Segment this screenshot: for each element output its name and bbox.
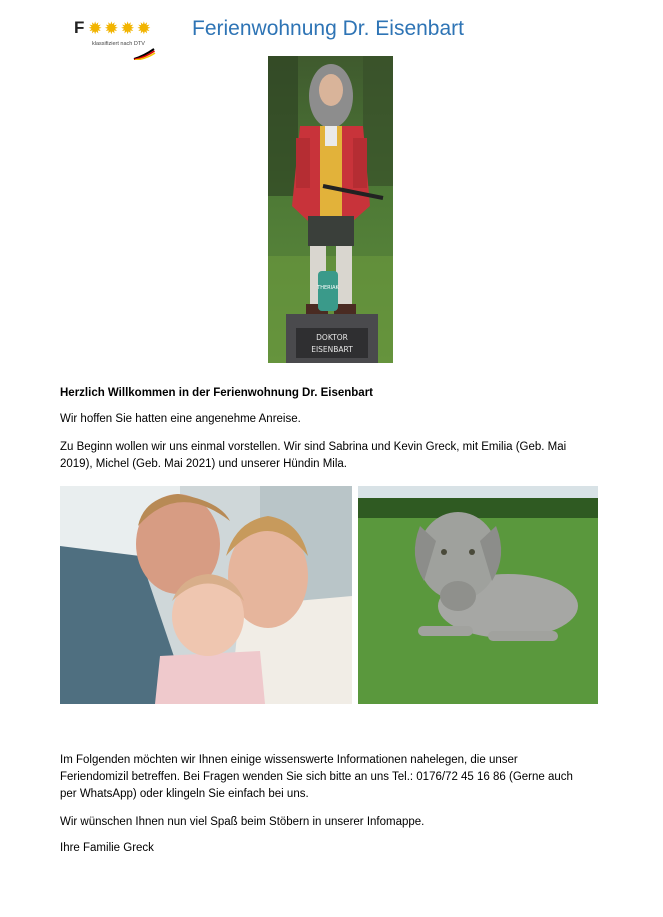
paragraph-intro-line1: Zu Beginn wollen wir uns einmal vorstellen. Wir sind Sabrina und Kevin Greck, mit Emilia (Geb. Mai	[60, 441, 567, 453]
bottle-label: THERIAK	[317, 285, 339, 291]
plinth-line1: DOKTOR	[316, 333, 348, 342]
paragraph-intro-line2: 2019), Michel (Geb. Mai 2021) und unserer Hündin Mila.	[60, 458, 348, 470]
star-rating-icon: ✹✹✹✹	[88, 19, 153, 38]
logo-letter: F	[74, 18, 85, 37]
plinth-line2: EISENBART	[311, 345, 353, 354]
paragraph-info-line1: Im Folgenden möchten wir Ihnen einige wissenswerte Informationen nahelegen, die unser	[60, 754, 518, 766]
logo-classification-text: klassifiziert nach DTV	[92, 41, 145, 47]
paragraph-info-line2: Feriendomizil betreffen. Bei Fragen wenden Sie sich bitte an uns Tel.: 0176/72 45 16 86 (Gerne auch	[60, 771, 573, 783]
german-flag-swoosh-icon	[132, 48, 156, 60]
page-title: Ferienwohnung Dr. Eisenbart	[192, 17, 464, 40]
statue-photo	[268, 56, 393, 363]
welcome-heading: Herzlich Willkommen in der Ferienwohnung Dr. Eisenbart	[60, 387, 374, 399]
paragraph-info-line3: per WhatsApp) oder klingeln Sie einfach bei uns.	[60, 788, 309, 800]
paragraph-arrival: Wir hoffen Sie hatten eine angenehme Anreise.	[60, 413, 301, 425]
signature: Ihre Familie Greck	[60, 842, 154, 854]
dog-photo	[358, 486, 598, 704]
family-photo	[60, 486, 352, 704]
paragraph-wishes: Wir wünschen Ihnen nun viel Spaß beim Stöbern in unserer Infomappe.	[60, 816, 425, 828]
classification-logo	[74, 18, 174, 62]
